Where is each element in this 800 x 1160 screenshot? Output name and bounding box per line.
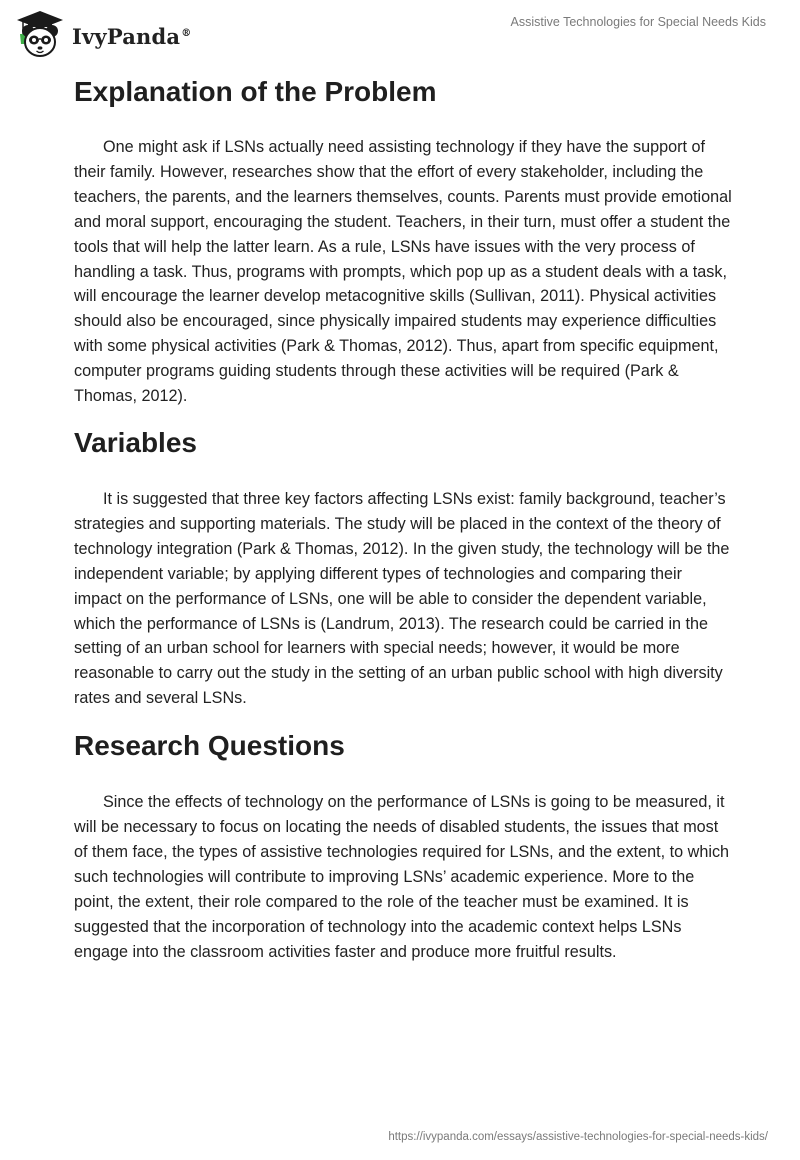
ivypanda-logo[interactable] xyxy=(14,8,191,60)
logo-text: IvyPanda xyxy=(72,23,181,49)
registered-mark: ® xyxy=(181,27,192,39)
section-heading-research-questions: Research Questions xyxy=(74,730,345,762)
section-paragraph-research-questions: Since the effects of technology on the performance of LSNs is going to be measured, it will be necessary to focus on locating the needs of disabled students, the issues that most of them face, the types of assistive technologies required for LSNs, and the extent, to which such technologies will contribute to improving LSNs’ academic experience. More to the point, the extent, their role compared to the role of the teacher must be examined. It is suggested that the incorporation of technology into the academic context helps LSNs engage into the classroom activities faster and produce more fruitful results. xyxy=(74,793,730,961)
section-heading-variables: Variables xyxy=(74,426,197,458)
section-heading-problem: Explanation of the Problem xyxy=(74,76,437,107)
section-paragraph-problem: One might ask if LSNs actually need assisting technology if they have the support of their family. However, researches show that the effort of every stakeholder, including the teachers, the parents, and the learners themselves, counts. Parents must provide emotional and moral support, encouraging the student. Teachers, in their turn, must offer a student the tools that will help the latter learn. As a rule, LSNs have issues with the very process of handling a task. Thus, programs with prompts, which pop up as a student deals with a task, will encourage the learner develop metacognitive skills (Sullivan, 2011). Physical activities should also be encouraged, since physically impaired students may experience difficulties with some physical activities (Park & Thomas, 2012). Thus, apart from specific equipment, computer programs guiding students through these activities will be required (Park & Thomas, 2012). xyxy=(74,138,732,406)
essay-content xyxy=(74,70,734,964)
document-title: Assistive Technologies for Special Needs Kids xyxy=(510,15,766,29)
panda-graduate-icon xyxy=(14,8,66,60)
section-paragraph-variables: It is suggested that three key factors affecting LSNs exist: family background, teacher’s strategies and supporting materials. The study will be placed in the context of the theory of technology integration (Park & Thomas, 2012). In the given study, the technology will be the independent variable; by applying different types of technologies and comparing their impact on the performance of LSNs, one will be able to consider the dependent variable, which the performance of LSNs is (Landrum, 2013). The research could be carried in the setting of an urban school for learners with special needs; however, it would be more reasonable to carry out the study in the setting of an urban public school with high diversity rates and several LSNs. xyxy=(74,489,730,708)
page-header xyxy=(0,0,800,70)
source-url[interactable]: https://ivypanda.com/essays/assistive-technologies-for-special-needs-kids/ xyxy=(388,1131,768,1143)
logo-wordmark xyxy=(72,24,191,49)
